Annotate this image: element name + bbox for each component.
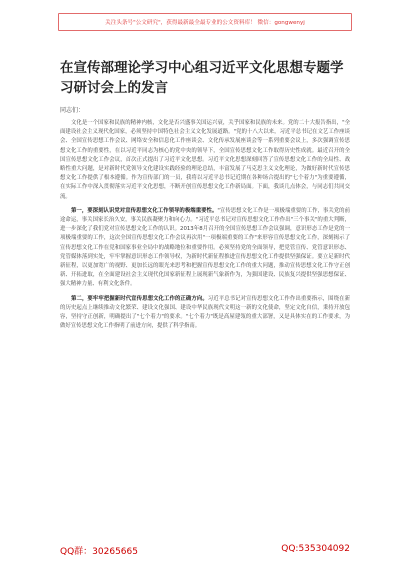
paragraph-text: 习近平总书记对宣传思想文化工作作出重要指示，围绕在新的历史起点上继续推动文化繁荣、建设文化强国、建设中华民族现代文明这一新的文化使命，坚定文化自信，秉持开放包容，坚持守正创新，明确提出了"七个着力"的要求。"七个着力"既是高屋建瓴的重大部署，又是具体实在的工作要求，为做好宣传思想文化工作指明了前进方向，提供了科学指南。 (60, 295, 350, 330)
paragraph (60, 119, 350, 202)
document-title: 在宣传部理论学习中心组习近平文化思想专题学习研讨会上的发言 (60, 60, 344, 96)
paragraph-text: "宣传思想文化工作是一项极端重要的工作，事关党的前途命运，事关国家长治久安，事关民族凝聚力和向心力。"习近平总书记对宣传思想文化工作作出"三个事关"的重大判断，进一步深化了我们党对宣传思想文化工作的认识。2013年8月召开的全国宣传思想工作会议强调，意识形态工作是党的一项极端重要的工作，这次全国宣传思想文化工作会议再次用"一项极端重要的工作"来形容宣传思想文化工作，深刻揭示了宣传思想文化工作在党和国家事业全局中的战略地位和重要作用。必须坚持党的全面领导，把党管宣传、党管意识形态、党管媒体落到实处，牢牢掌握意识形态工作领导权，为新时代新征程推进宣传思想文化工作提供坚强保证。要立足新时代新征程，以更加宽广的视野、更加长远的眼光来思考和把握宣传思想文化工作的重大问题，推动宣传思想文化工作守正创新、开拓进取，在全面建设社会主义现代化国家新征程上展现新气象新作为，为强国建设、民族复兴提供坚强思想保证、强大精神力量、有利文化条件。 (60, 207, 350, 288)
paragraph-lead: 第一，要深刻认识党对宣传思想文化工作领导的极端重要性。 (71, 207, 218, 214)
paragraph-text: 文化是一个国家和民族的精神内核，文化是否兴盛事关国运兴衰，关乎国家和民族的未来。党的二十大报告指出，"全面建设社会主义现代化国家，必须坚持中国特色社会主义文化发展道路。"党的十八大以来，习近平总书记在文艺工作座谈会、全国宣传思想工作会议、网络安全和信息化工作座谈会、文化传承发展座谈会等一系列重要会议上，多次强调宣传思想文化工作的重要性，在以习近平同志为核心的党中央的领导下，全国宣传思想文化工作取得历史性成就。最近召开的全国宣传思想文化工作会议，首次正式提出了习近平文化思想。习近平文化思想深刻回答了宣传思想文化工作的全局性、战略性重大问题，是对新时代党领导文化建设实践经验的理论总结，丰富发展了马克思主义文化理论，为做好新时代宣传思想文化工作提供了根本遵循。作为宣传部门的一员，我将以习近平总书记近期在各种场合提出的"七个着力"为重要遵循，在实际工作中深入贯彻落实习近平文化思想，不断开创宣传思想文化工作新局面。下面，我谈几点体会，与同志们共同交流。 (60, 120, 350, 200)
contact-footer (60, 544, 350, 557)
qq-contact-text: QQ:535304092 (281, 544, 350, 554)
qq-group-text: QQ群：30265665 (60, 547, 138, 557)
promo-banner (58, 13, 352, 31)
salutation: 同志们： (60, 107, 85, 114)
paragraph-lead: 第二，要牢牢把握新时代宣传思想文化工作的正确方向。 (71, 295, 208, 302)
promo-banner-text: 关注头条号"公文研究"，获得最新最全最专业的公文资料库！ 微信：gongwenyj (105, 20, 305, 26)
document-body (60, 58, 350, 336)
paragraph (60, 207, 350, 290)
paragraph (60, 295, 350, 332)
